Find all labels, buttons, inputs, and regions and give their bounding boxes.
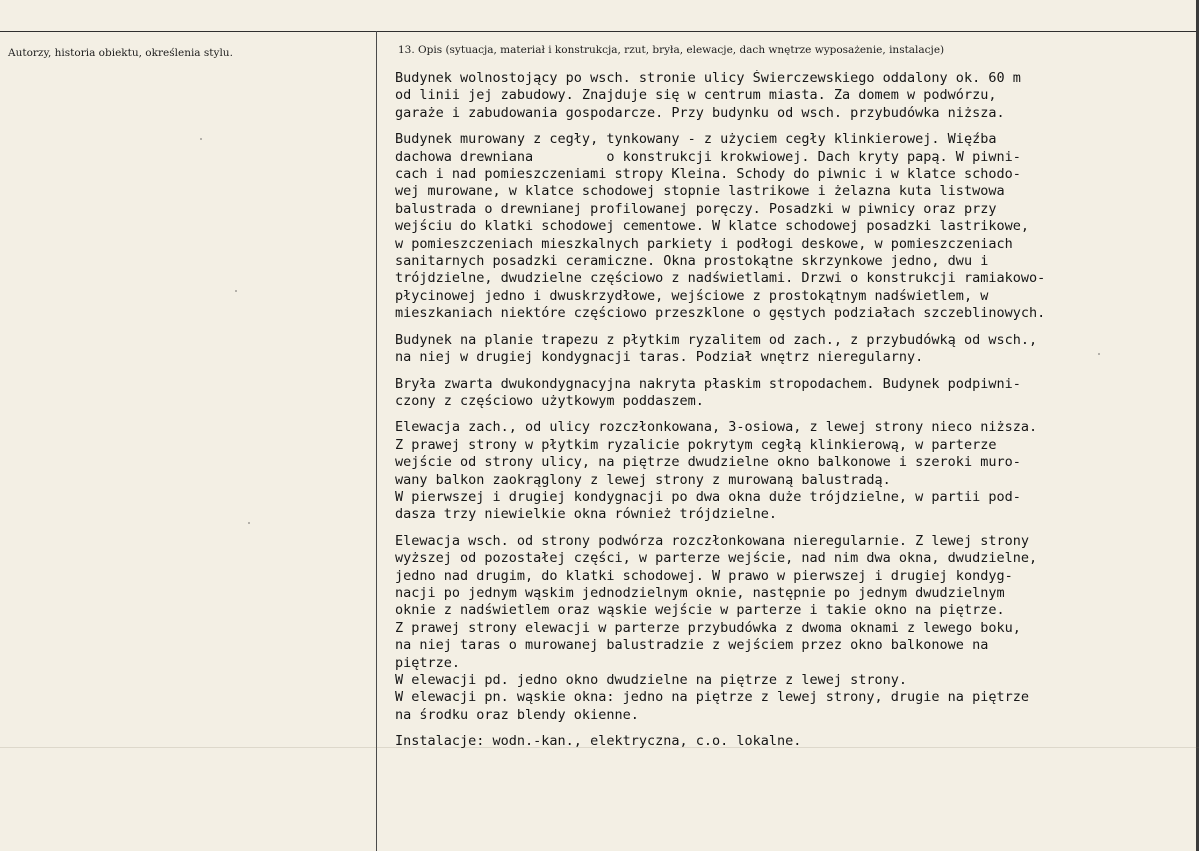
- description-paragraph: [395, 70, 1195, 122]
- text-line: Bryła zwarta dwukondygnacyjna nakryta płaskim stropodachem. Budynek podpiwni-: [395, 375, 1021, 392]
- description-paragraph: [395, 332, 1195, 367]
- description-paragraph: [395, 131, 1195, 322]
- text-line: mieszkaniach niektóre częściowo przeszklone o gęstych podziałach szczeblinowych.: [395, 305, 1046, 322]
- text-line: na środku oraz blendy okienne.: [395, 706, 639, 723]
- description-paragraph: [395, 733, 1195, 750]
- text-line: dachowa drewniana o konstrukcji krokwiowej. Dach kryty papą. W piwni-: [395, 148, 1021, 165]
- paper-speck: [248, 522, 250, 524]
- text-line: wej murowane, w klatce schodowej stopnie lastrikowe i żelazna kuta listwowa: [395, 183, 1005, 200]
- text-line: garaże i zabudowania gospodarcze. Przy budynku od wsch. przybudówka niższa.: [395, 104, 1005, 121]
- description-section-header: 13. Opis (sytuacja, materiał i konstrukcja, rzut, bryła, elewacje, dach wnętrze wyposażenie, instalacje): [398, 44, 945, 56]
- text-line: Budynek murowany z cegły, tynkowany - z użyciem cegły klinkierowej. Więźba: [395, 131, 997, 148]
- text-line: na niej taras o murowanej balustradzie z wejściem przez okno balkonowe na: [395, 637, 989, 654]
- text-line: cach i nad pomieszczeniami stropy Kleina. Schody do piwnic i w klatce schodo-: [395, 166, 1021, 183]
- text-line: Elewacja wsch. od strony podwórza rozczłonkowana nieregularnie. Z lewej strony: [395, 532, 1029, 549]
- text-line: W elewacji pn. wąskie okna: jedno na piętrze z lewej strony, drugie na piętrze: [395, 689, 1029, 706]
- text-line: sanitarnych posadzki ceramiczne. Okna prostokątne skrzynkowe jedno, dwu i: [395, 253, 989, 270]
- text-line: Z prawej strony elewacji w parterze przybudówka z dwoma oknami z lewego boku,: [395, 619, 1021, 636]
- text-line: Budynek na planie trapezu z płytkim ryzalitem od zach., z przybudówką od wsch.,: [395, 331, 1038, 348]
- text-line: Budynek wolnostojący po wsch. stronie ulicy Świerczewskiego oddalony ok. 60 m: [395, 70, 1021, 86]
- text-line: wany balkon zaokrąglony z lewej strony z murowaną balustradą.: [395, 471, 891, 488]
- text-line: dasza trzy niewielkie okna również trójdzielne.: [395, 506, 778, 523]
- text-line: od linii jej zabudowy. Znajduje się w centrum miasta. Za domem w podwórzu,: [395, 87, 997, 104]
- text-line: nacji po jednym wąskim jednodzielnym oknie, następnie po jednym dwudzielnym: [395, 584, 1005, 601]
- text-line: wejście od strony ulicy, na piętrze dwudzielne okno balkonowe i szeroki muro-: [395, 454, 1021, 471]
- paper-speck: [235, 290, 237, 292]
- paper-speck: [200, 138, 202, 140]
- text-line: płycinowej jedno i dwuskrzydłowe, wejściowe z prostokątnym nadświetlem, w: [395, 287, 989, 304]
- column-divider: [376, 31, 377, 851]
- text-line: balustrada o drewnianej profilowanej poręczy. Posadzki w piwnicy oraz przy: [395, 200, 997, 217]
- text-line: Elewacja zach., od ulicy rozczłonkowana, 3-osiowa, z lewej strony nieco niższa.: [395, 419, 1038, 436]
- paper-speck: [1098, 353, 1100, 355]
- text-line: W elewacji pd. jedno okno dwudzielne na piętrze z lewej strony.: [395, 672, 908, 688]
- text-line: oknie z nadświetlem oraz wąskie wejście w parterze i takie okno na piętrze.: [395, 602, 1005, 619]
- text-line: czony z częściowo użytkowym poddaszem.: [395, 392, 704, 409]
- text-line: jedno nad drugim, do klatki schodowej. W prawo w pierwszej i drugiej kondyg-: [395, 567, 1013, 584]
- text-line: Z prawej strony w płytkim ryzalicie pokrytym cegłą klinkierową, w parterze: [395, 436, 997, 453]
- left-column-header: Autorzy, historia obiektu, określenia stylu.: [8, 47, 233, 59]
- text-line: trójdzielne, dwudzielne częściowo z nadświetlami. Drzwi o konstrukcji ramiakowo-: [395, 270, 1046, 287]
- description-paragraph: [395, 419, 1195, 523]
- text-line: piętrze.: [395, 654, 461, 671]
- text-line: wejściu do klatki schodowej cementowe. W klatce schodowej posadzki lastrikowe,: [395, 218, 1029, 235]
- text-line: W pierwszej i drugiej kondygnacji po dwa okna duże trójdzielne, w partii pod-: [395, 488, 1021, 505]
- text-line: w pomieszczeniach mieszkalnych parkiety i podłogi deskowe, w pomieszczeniach: [395, 235, 1013, 252]
- description-paragraph: [395, 376, 1195, 411]
- text-line: na niej w drugiej kondygnacji taras. Podział wnętrz nieregularny.: [395, 349, 924, 366]
- top-border-line: [0, 31, 1199, 32]
- text-line: Instalacje: wodn.-kan., elektryczna, c.o. lokalne.: [395, 733, 802, 750]
- description-paragraph: [395, 533, 1195, 724]
- typewritten-description: [395, 70, 1195, 760]
- text-line: wyższej od pozostałej części, w parterze wejście, nad nim dwa okna, dwudzielne,: [395, 550, 1038, 567]
